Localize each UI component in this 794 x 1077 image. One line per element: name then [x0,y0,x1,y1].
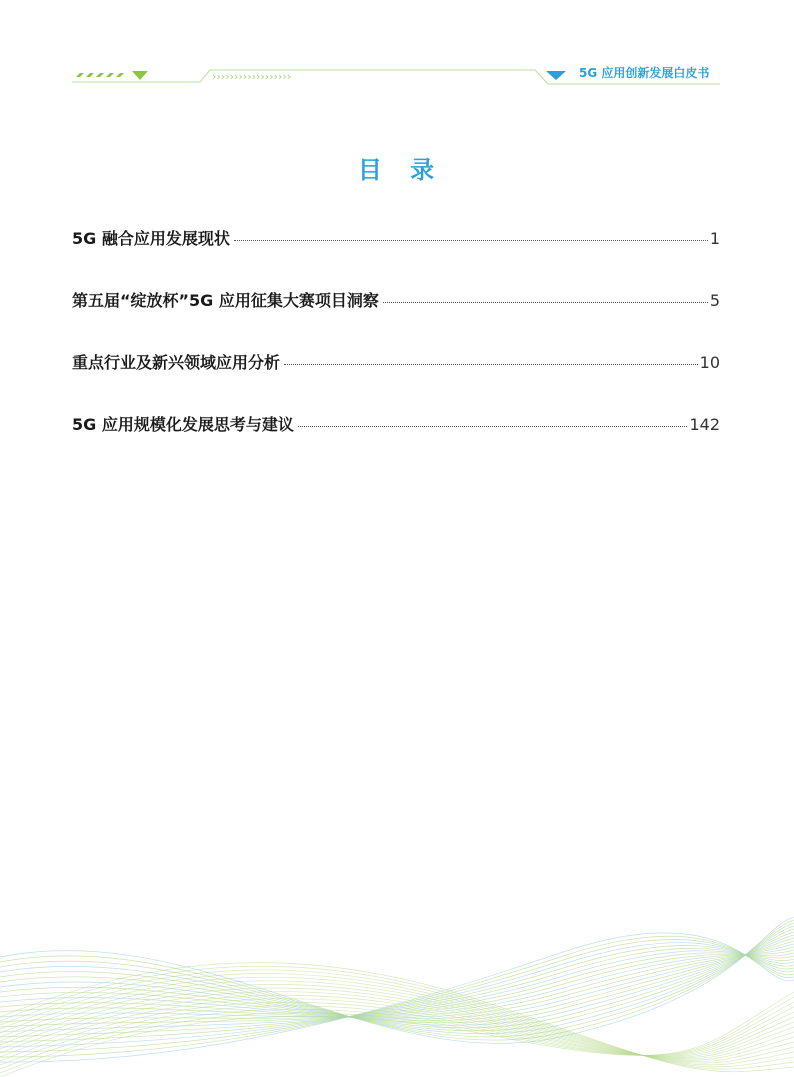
toc-dot-leader [298,426,688,427]
toc-list [72,226,720,474]
header-decoration [0,0,794,100]
toc-entry[interactable] [72,288,720,350]
wave-line [0,935,794,1025]
toc-entry-page: 10 [699,353,720,372]
toc-dot-leader [284,364,698,365]
toc-entry-page: 142 [689,415,720,434]
toc-entry[interactable] [72,412,720,474]
toc-heading-char: 录 [410,156,437,184]
header-blue-triangle [546,71,566,80]
footer-wave-decoration [0,917,794,1077]
toc-entry-label: 重点行业及新兴领域应用分析 [72,353,281,372]
toc-heading-char: 目 [357,156,384,184]
toc-heading [0,150,794,185]
toc-entry-label: 5G 应用规模化发展思考与建议 [72,415,294,434]
toc-entry-label: 5G 融合应用发展现状 [72,229,230,248]
toc-entry-page: 5 [709,291,720,310]
toc-entry-label: 第五届“绽放杯”5G 应用征集大赛项目洞察 [72,291,379,310]
wave-line [0,939,794,1052]
header-document-title: 5G 应用创新发展白皮书 [579,66,710,80]
header-green-triangle [132,71,148,80]
toc-entry-page: 1 [709,229,720,248]
header-slashes [76,73,124,77]
wave-line [0,997,794,1073]
toc-entry[interactable] [72,350,720,412]
header-chevrons: ›››››››››››››››››› [212,70,292,83]
toc-entry[interactable] [72,226,720,288]
toc-dot-leader [234,240,708,241]
toc-dot-leader [383,302,708,303]
page-header [0,0,794,100]
